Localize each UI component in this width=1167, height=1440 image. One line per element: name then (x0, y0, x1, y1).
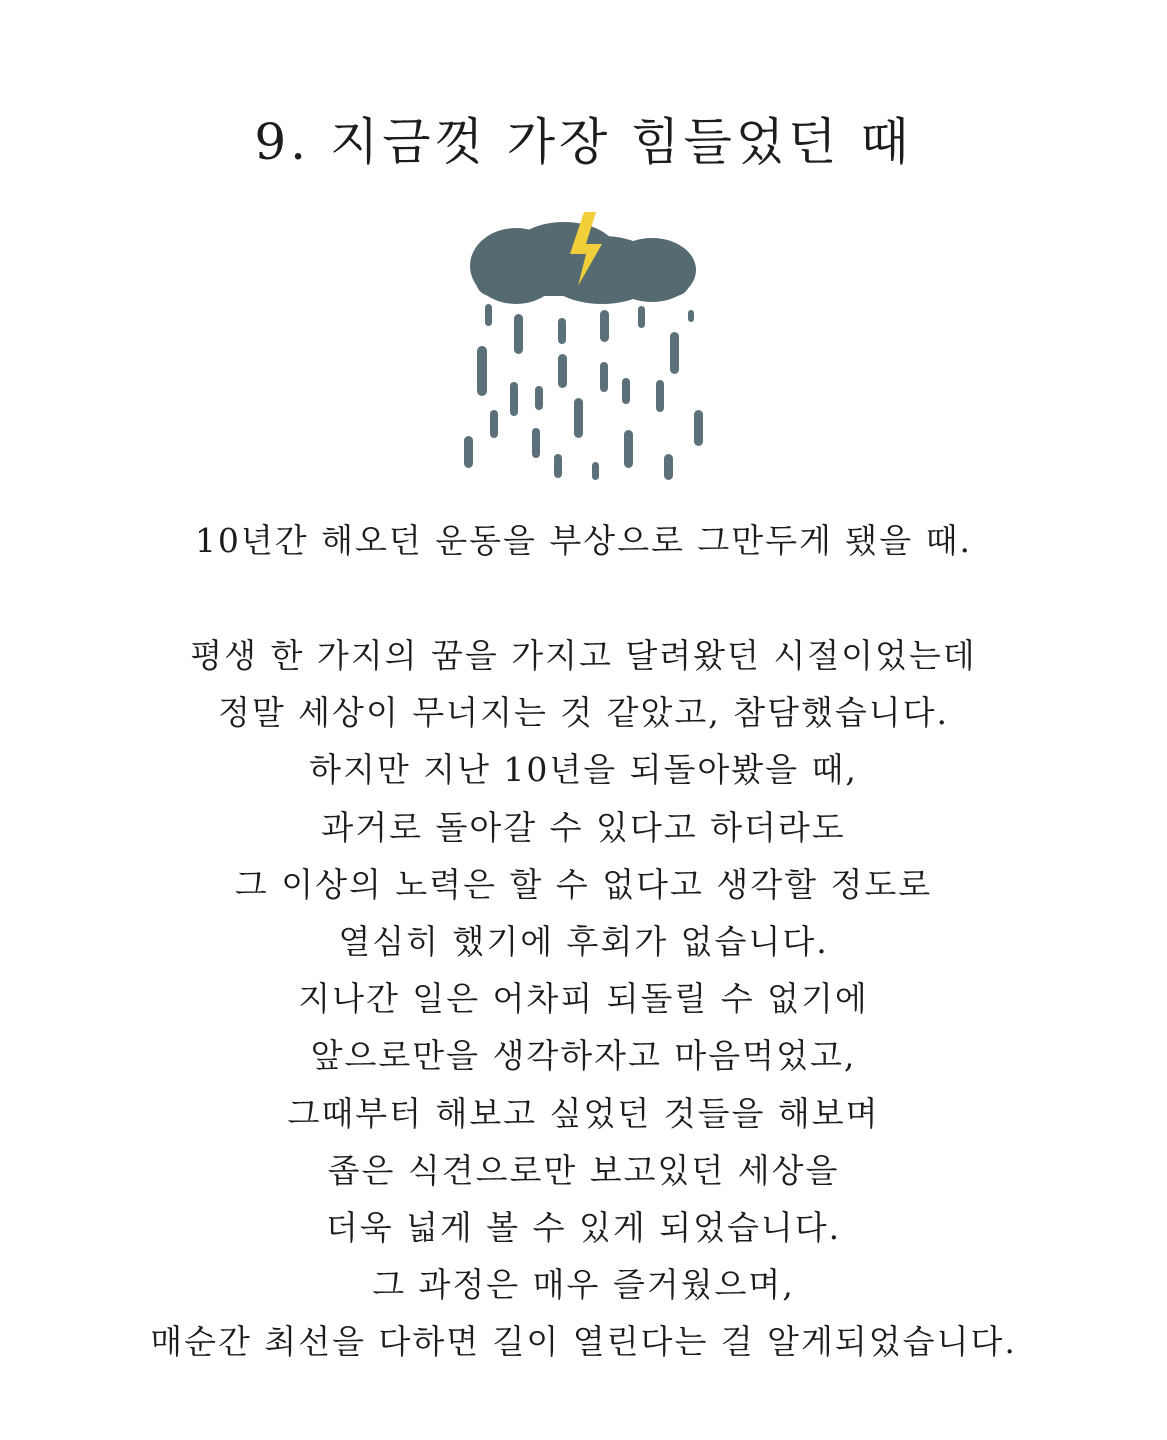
body-line: 매순간 최선을 다하면 길이 열린다는 걸 알게되었습니다. (150, 1322, 1017, 1362)
body-line: 그때부터 해보고 싶었던 것들을 해보며 (287, 1093, 880, 1133)
body-line: 하지만 지난 10년을 되돌아봤을 때, (309, 750, 858, 790)
body-line: 앞으로만을 생각하자고 마음먹었고, (310, 1036, 857, 1076)
body-line: 과거로 돌아갈 수 있다고 하더라도 (321, 807, 846, 847)
lead-sentence: 10년간 해오던 운동을 부상으로 그만두게 됐을 때. (194, 521, 973, 560)
rain-drops (464, 304, 703, 480)
body-line: 그 과정은 매우 즐거웠으며, (372, 1265, 795, 1305)
body-line: 열심히 했기에 후회가 없습니다. (338, 921, 829, 961)
body-text (0, 630, 1167, 1373)
body-line: 그 이상의 노력은 할 수 없다고 생각할 정도로 (234, 864, 933, 904)
body-line: 정말 세상이 무너지는 것 같았고, 참담했습니다. (217, 693, 950, 733)
body-line: 평생 한 가지의 꿈을 가지고 달려왔던 시절이었는데 (190, 636, 977, 675)
page-title: 9. 지금껏 가장 힘들었던 때 (254, 113, 913, 171)
body-line: 좁은 식견으로만 보고있던 세상을 (327, 1150, 840, 1190)
body-line: 지나간 일은 어차피 되돌릴 수 없기에 (298, 979, 869, 1019)
body-line: 더욱 넓게 볼 수 있게 되었습니다. (325, 1207, 842, 1247)
rain-cloud-lightning-icon (452, 200, 722, 500)
